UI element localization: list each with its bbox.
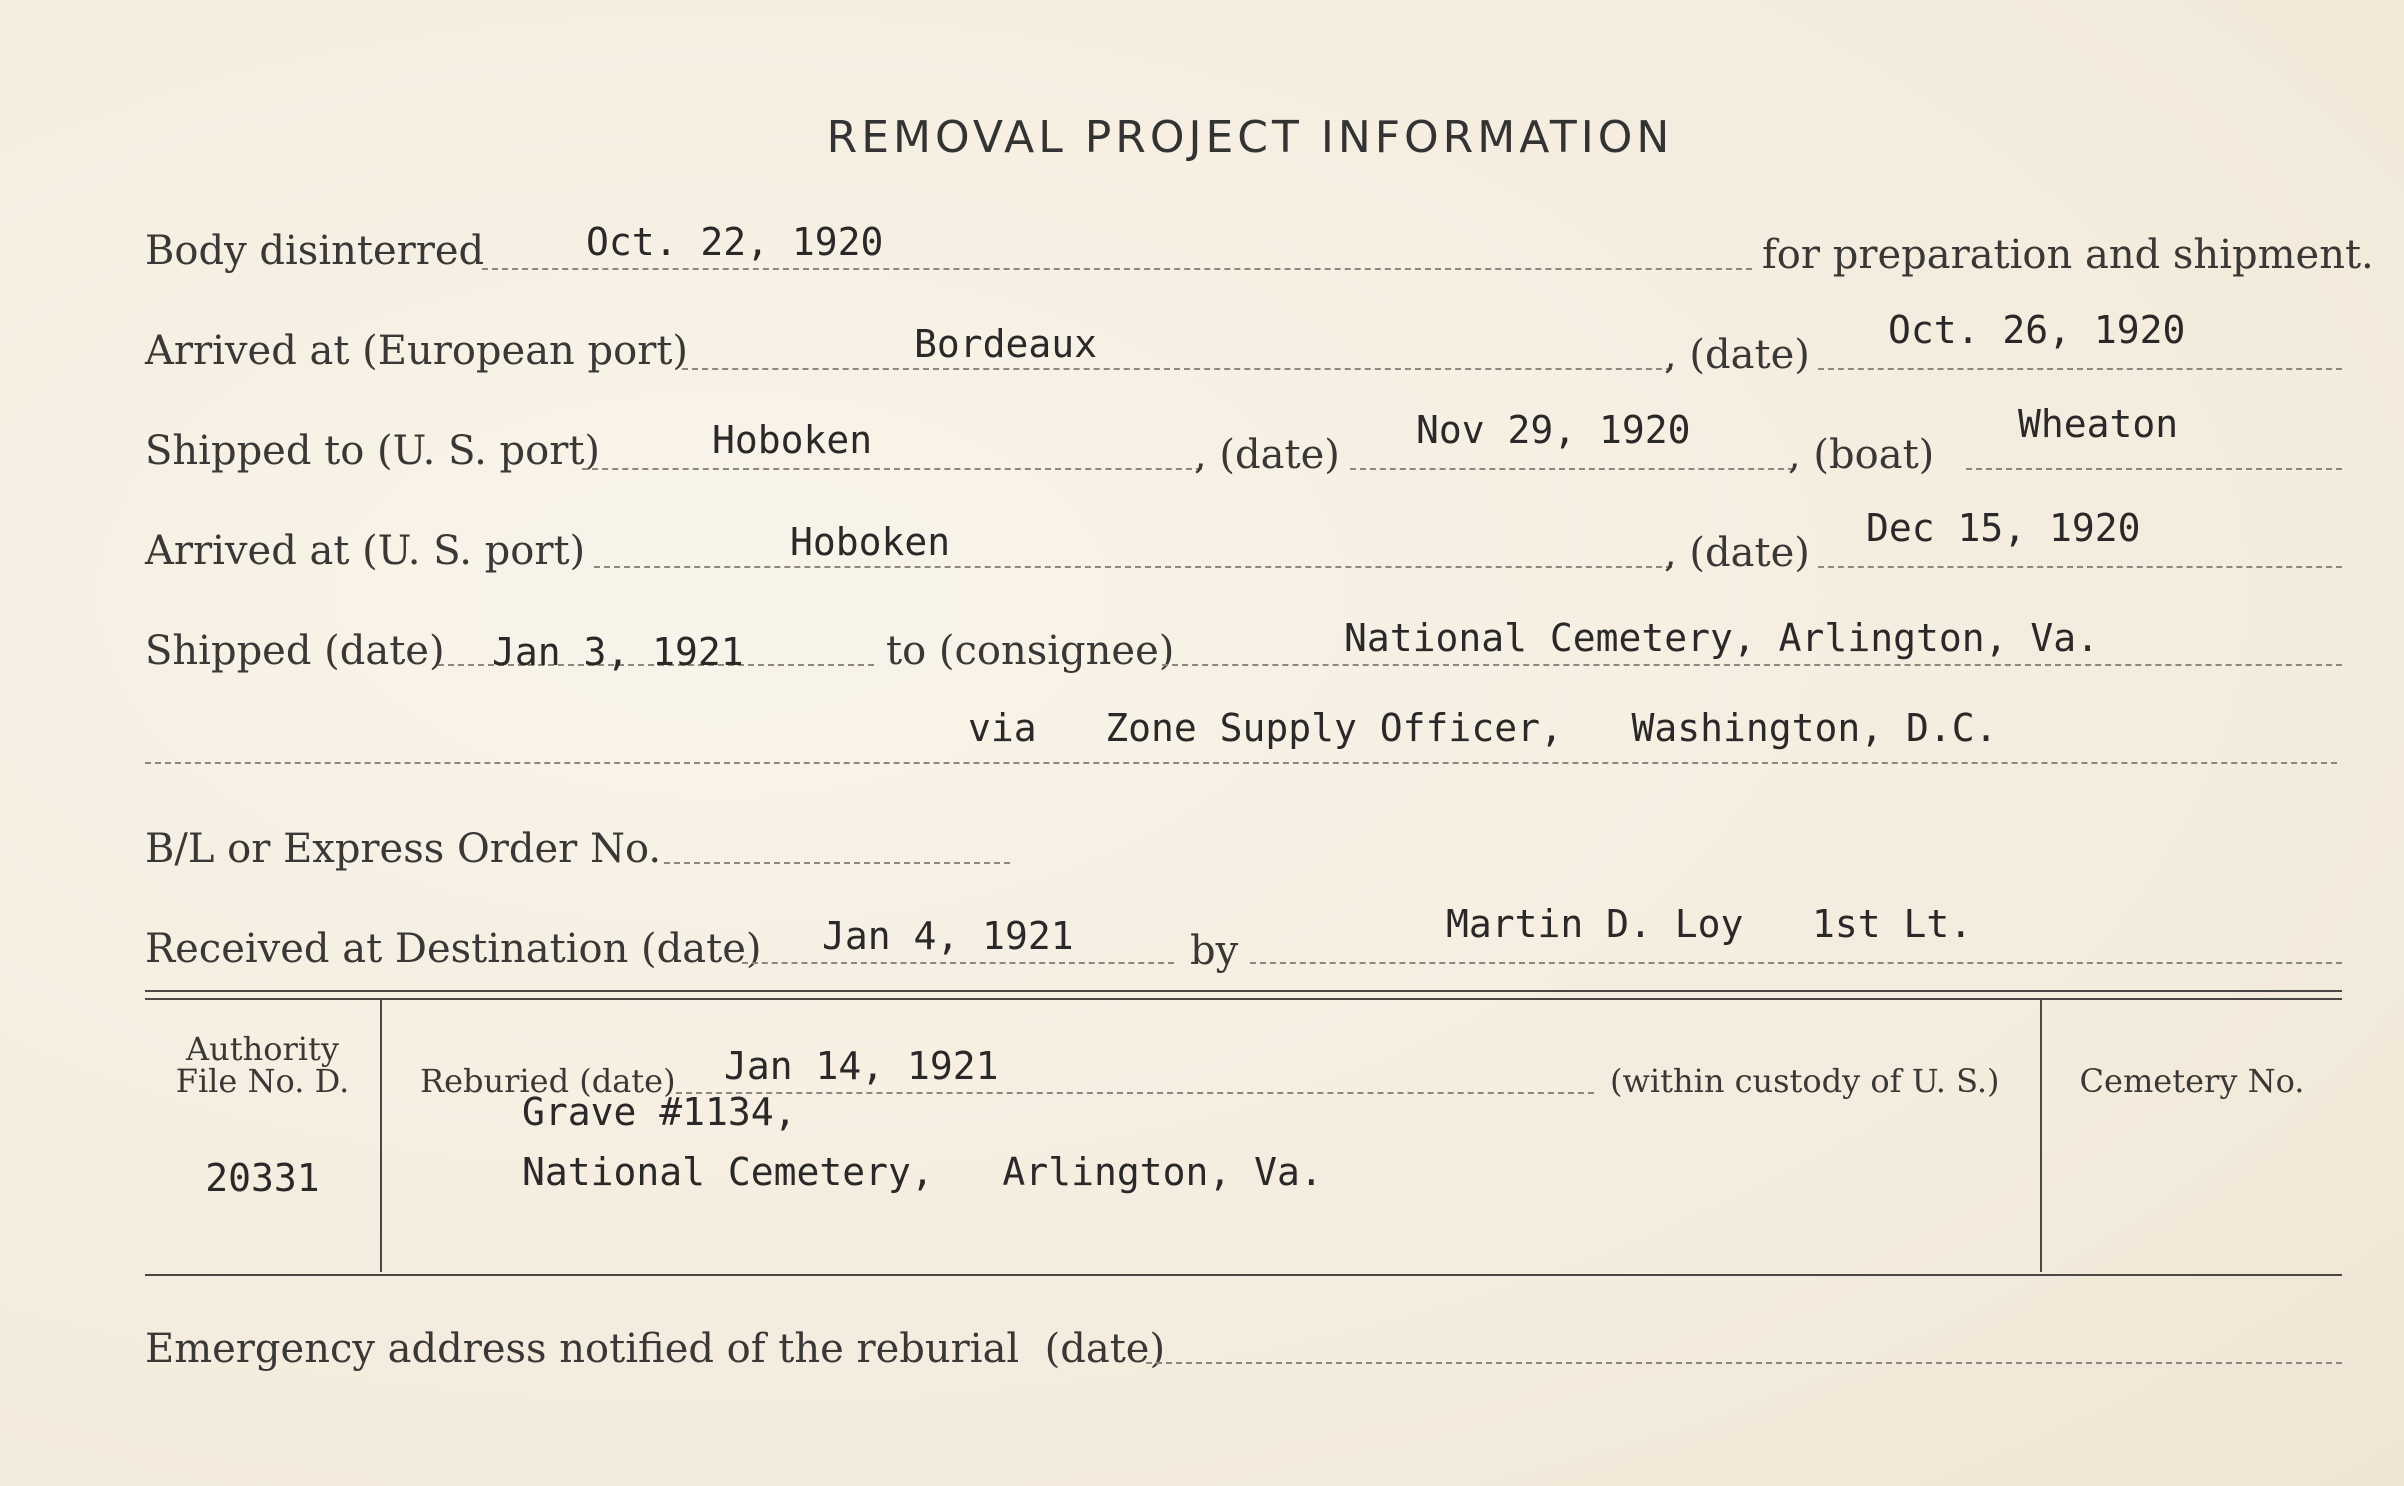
arrived-us-date-line bbox=[1818, 566, 2342, 568]
via-line bbox=[145, 762, 2337, 764]
disinterred-suffix: for preparation and shipment. bbox=[1762, 232, 2374, 278]
cemetery-line[interactable]: National Cemetery, Arlington, Va. bbox=[522, 1150, 1323, 1194]
cemetery-no-label: Cemetery No. bbox=[2079, 1062, 2305, 1100]
consignee-value[interactable]: National Cemetery, Arlington, Va. bbox=[1344, 616, 2099, 660]
bl-label: B/L or Express Order No. bbox=[145, 826, 662, 872]
received-by-line bbox=[1250, 962, 2342, 964]
shipped-us-label: Shipped to (U. S. port) bbox=[145, 428, 600, 474]
reburied-value[interactable]: Jan 14, 1921 bbox=[724, 1044, 999, 1088]
grave-line[interactable]: Grave #1134, bbox=[522, 1090, 797, 1134]
received-by-label: by bbox=[1190, 928, 1239, 974]
shipped-us-date-line bbox=[1350, 468, 1794, 470]
european-port-value[interactable]: Bordeaux bbox=[914, 322, 1098, 366]
european-port-line bbox=[682, 368, 1672, 370]
received-value[interactable]: Jan 4, 1921 bbox=[822, 914, 1074, 958]
authority-label-2: File No. D. bbox=[175, 1062, 350, 1100]
disinterred-value[interactable]: Oct. 22, 1920 bbox=[586, 220, 884, 264]
boat-line bbox=[1966, 468, 2342, 470]
boat-value[interactable]: Wheaton bbox=[2018, 402, 2179, 446]
shipped-date-value[interactable]: Jan 3, 1921 bbox=[492, 630, 744, 674]
arrived-us-label: Arrived at (U. S. port) bbox=[145, 528, 586, 574]
shipped-date-label: Shipped (date) bbox=[145, 628, 445, 674]
disinterred-label: Body disinterred bbox=[145, 228, 485, 274]
bl-line bbox=[664, 862, 1010, 864]
arrived-us-date-label: , (date) bbox=[1664, 530, 1810, 576]
table-divider-right bbox=[2040, 1000, 2042, 1272]
received-label: Received at Destination (date) bbox=[145, 926, 762, 972]
shipped-us-line bbox=[582, 468, 1202, 470]
consignee-label: to (consignee) bbox=[886, 628, 1175, 674]
shipped-us-value[interactable]: Hoboken bbox=[712, 418, 873, 462]
emergency-line bbox=[1146, 1362, 2342, 1364]
reburied-label: Reburied (date) bbox=[420, 1062, 676, 1100]
custody-label: (within custody of U. S.) bbox=[1610, 1062, 2000, 1100]
arrived-us-value[interactable]: Hoboken bbox=[790, 520, 951, 564]
emergency-label: Emergency address notified of the reburial (date) bbox=[145, 1326, 1166, 1372]
authority-label-1: Authority bbox=[186, 1030, 339, 1068]
received-line bbox=[742, 962, 1174, 964]
card-title: REMOVAL PROJECT INFORMATION bbox=[826, 112, 1674, 163]
arrived-us-date-value[interactable]: Dec 15, 1920 bbox=[1866, 506, 2141, 550]
shipped-us-boat-label: , (boat) bbox=[1788, 432, 1935, 478]
table-divider-left bbox=[380, 1000, 382, 1272]
shipped-us-date-label: , (date) bbox=[1194, 432, 1340, 478]
authority-value[interactable]: 20331 bbox=[205, 1156, 320, 1200]
european-date-line bbox=[1818, 368, 2342, 370]
table-bottom-rule bbox=[145, 1274, 2342, 1276]
consignee-line bbox=[1162, 664, 2342, 666]
european-date-value[interactable]: Oct. 26, 1920 bbox=[1888, 308, 2186, 352]
received-by-value[interactable]: Martin D. Loy 1st Lt. bbox=[1446, 902, 1973, 946]
via-value[interactable]: via Zone Supply Officer, Washington, D.C. bbox=[968, 706, 1998, 750]
european-port-label: Arrived at (European port) bbox=[145, 328, 689, 374]
reburied-line bbox=[676, 1092, 1594, 1094]
table-top-rule-1 bbox=[145, 990, 2342, 992]
shipped-us-date-value[interactable]: Nov 29, 1920 bbox=[1416, 408, 1691, 452]
table-top-rule-2 bbox=[145, 998, 2342, 1000]
european-port-date-label: , (date) bbox=[1664, 332, 1810, 378]
arrived-us-line bbox=[594, 566, 1672, 568]
disinterred-line bbox=[482, 268, 1752, 270]
